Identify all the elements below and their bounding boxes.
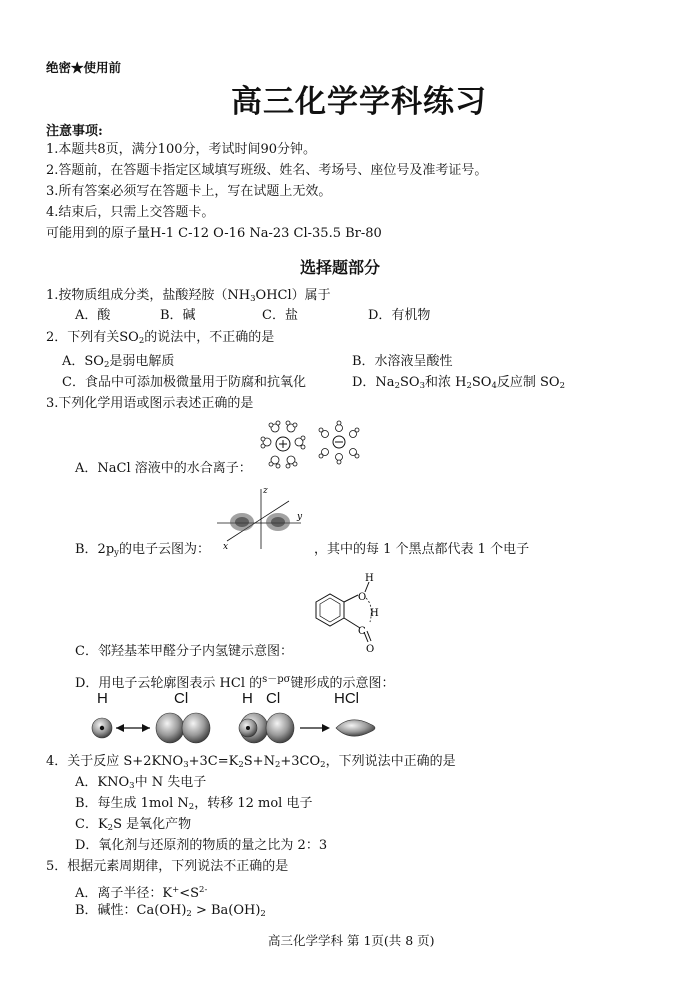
q4-option-b: B．每生成 1mol $N_2$，转移 12 mol 电子 [75,796,313,812]
note-item: 2.答题前，在答题卡指定区域填写班级、姓名、考场号、座位号及准考证号。 [46,163,488,178]
orbital-label-cl2: Cl [266,690,281,707]
q1-option-a: A．酸 [75,308,111,323]
axis-z-label: z [263,486,268,496]
cation-hydrated [261,421,305,468]
q3-stem: 3.下列化学用语或图示表述正确的是 [46,396,254,411]
q5-option-a: A．离子半径：$K^+<S^{2-}$ [75,885,208,901]
anion-hydrated [319,421,359,464]
atom-h-bond: H [370,608,379,619]
atom-o-hydroxyl: O [358,592,367,603]
hydrated-ions-diagram [255,420,365,470]
atom-c-carbonyl: C [358,626,366,637]
orbital-label-h2: H [242,690,253,707]
q3-option-d: D．用电子云轮廓图表示 HCl 的$^{s-p\sigma}$键形成的示意图： [75,674,395,691]
electron-cloud-diagram [215,485,310,553]
page-title: 高三化学学科练习 [231,84,487,120]
note-item: 3.所有答案必须写在答题卡上，写在试题上无效。 [46,184,332,199]
note-item: 4.结束后，只需上交答题卡。 [46,205,215,220]
q4-option-d: D．氧化剂与还原剂的物质的量之比为 2：3 [75,838,328,853]
q5-option-b: B．碱性：$Ca(OH)_2 > Ba(OH)_2$ [75,903,266,919]
q2-stem: 2．下列有关$SO_2$的说法中，不正确的是 [46,330,275,346]
note-item: 1.本题共8页，满分100分，考试时间90分钟。 [46,142,317,157]
q3-option-b: B．$2p_y$的电子云图为： [75,542,210,558]
q1-option-b: B．碱 [160,308,196,323]
page-footer: 高三化学学科 第 1页(共 8 页) [268,933,435,948]
axis-x-label: x [223,542,229,552]
section-title: 选择题部分 [300,258,381,277]
q2-option-d: D．$Na_2SO_3$和浓 $H_2SO_4$反应制 $SO_2$ [352,375,566,391]
q2-option-b: B．水溶液呈酸性 [352,354,453,369]
q3-option-b-note: ，其中的每 1 个黑点都代表 1 个电子 [314,542,530,557]
orbital-label-cl: Cl [174,690,189,707]
q4-option-a: A．$KNO_3$中 N 失电子 [75,775,207,791]
atomic-masses: 可能用到的原子量H-1 C-12 O-16 Na-23 Cl-35.5 Br-80 [46,226,382,241]
q2-option-a: A．$SO_2$是弱电解质 [62,354,175,370]
confidential-label: 绝密★使用前 [46,60,122,75]
q1-option-c: C．盐 [262,308,298,323]
q3-option-c: C．邻羟基苯甲醛分子内氢键示意图： [75,644,293,659]
orbital-label-h: H [97,690,108,707]
orbital-overlap-diagram [88,710,388,750]
orbital-label-hcl: HCl [334,690,359,707]
atom-o-carbonyl: O [366,644,375,655]
q1-option-d: D．有机物 [368,308,431,323]
q1-stem: 1.按物质组成分类，盐酸羟胺$(NH_3OHCl)$属于 [46,288,331,304]
q5-stem: 5．根据元素周期律，下列说法不正确的是 [46,859,289,874]
atom-h-top: H [365,573,374,584]
q4-stem: 4．关于反应 $S+2KNO_3+3C=K_2S+N_2+3CO_2$，下列说法中正确的是 [46,754,456,770]
q4-option-c: C．$K_2S$ 是氧化产物 [75,817,192,833]
q2-option-c: C．食品中可添加极微量用于防腐和抗氧化 [62,375,306,390]
q3-option-a: A．NaCl 溶液中的水合离子： [75,461,252,476]
salicylaldehyde-structure [302,570,392,655]
axis-y-label: y [297,512,303,522]
notes-heading: 注意事项: [46,124,103,139]
